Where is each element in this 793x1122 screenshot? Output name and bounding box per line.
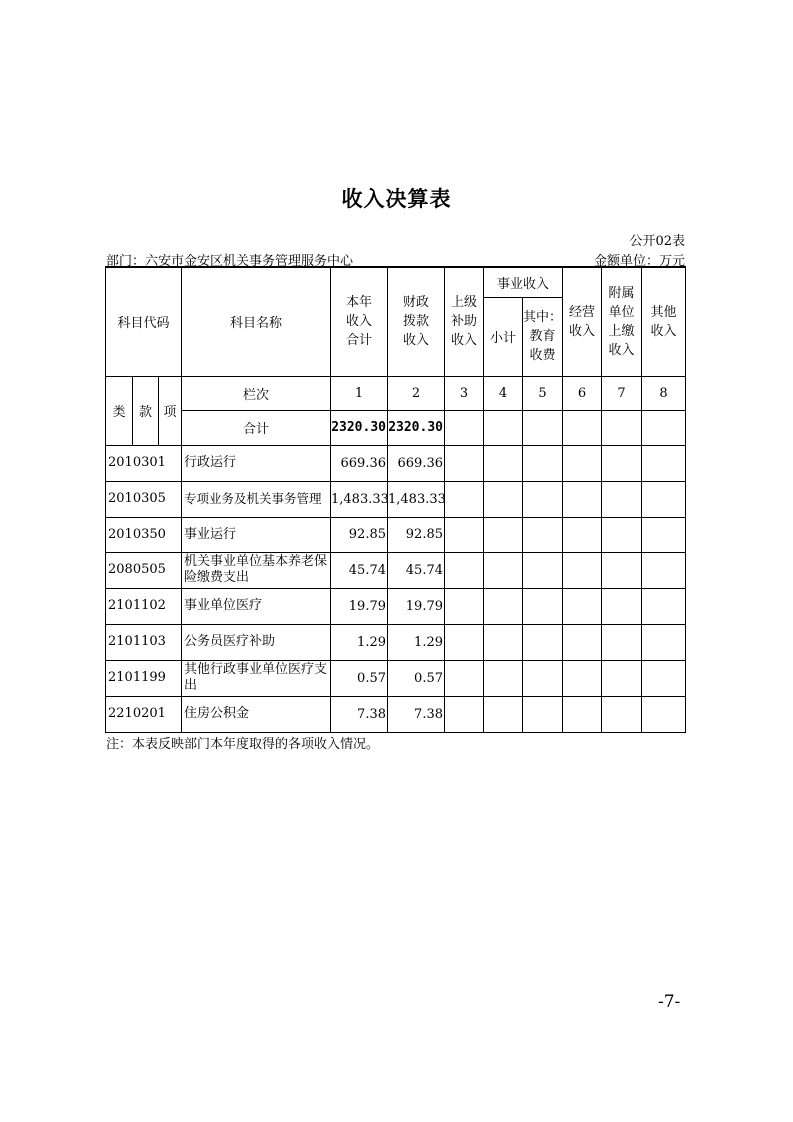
total-fiscal-value: 2320.30 [388,410,445,445]
page-number: -7- [658,992,681,1012]
row-name: 行政运行 [182,445,331,481]
table-row [106,517,686,552]
table-code-label: 公开02表 [629,234,685,249]
table-row [106,624,686,660]
column-index-row [106,376,686,410]
row-name: 机关事业单位基本养老保险缴费支出 [182,552,331,588]
header-subtotal: 小计 [484,297,523,376]
row-code: 2210201 [106,696,182,732]
column-number: 3 [445,376,484,410]
column-number: 8 [642,376,686,410]
row-fiscal: 19.79 [388,588,445,624]
row-name: 事业单位医疗 [182,588,331,624]
row-name: 住房公积金 [182,696,331,732]
row-total: 45.74 [331,552,388,588]
row-total: 1,483.33 [331,481,388,517]
header-lei: 类 [106,376,133,445]
row-code: 2010350 [106,517,182,552]
header-kuan: 款 [133,376,159,445]
header-xiang: 项 [159,376,182,445]
row-fiscal: 7.38 [388,696,445,732]
row-fiscal: 1,483.33 [388,481,445,517]
row-code: 2010305 [106,481,182,517]
total-row [106,410,686,445]
header-operating-income: 经营 收入 [563,267,602,376]
header-education-fee: 其中： 教育 收费 [523,297,563,376]
row-total: 7.38 [331,696,388,732]
page-title: 收入决算表 [341,187,452,211]
row-total: 19.79 [331,588,388,624]
row-name: 事业运行 [182,517,331,552]
row-fiscal: 45.74 [388,552,445,588]
table-row [106,552,686,588]
header-subject-name: 科目名称 [182,267,331,376]
total-label: 合计 [182,410,331,445]
column-number: 7 [602,376,642,410]
table-row [106,588,686,624]
row-name: 其他行政事业单位医疗支出 [182,660,331,696]
row-fiscal: 92.85 [388,517,445,552]
header-subject-code: 科目代码 [106,267,182,376]
table-row [106,481,686,517]
column-number: 4 [484,376,523,410]
table-note: 注：本表反映部门本年度取得的各项收入情况。 [106,737,380,752]
header-row-1 [106,267,686,297]
header-column-index: 栏次 [182,376,331,410]
column-number: 5 [523,376,563,410]
row-total: 669.36 [331,445,388,481]
column-number: 1 [331,376,388,410]
row-code: 2010301 [106,445,182,481]
income-table [105,266,686,733]
header-business-income: 事业收入 [484,267,563,297]
header-other-income: 其他 收入 [642,267,686,376]
row-name: 专项业务及机关事务管理 [182,481,331,517]
row-code: 2080505 [106,552,182,588]
total-income-value: 2320.30 [331,410,388,445]
unit-label: 金额单位：万元 [593,254,685,269]
row-fiscal: 669.36 [388,445,445,481]
department-label: 部门：六安市金安区机关事务管理服务中心 [106,254,354,269]
header-superior-subsidy: 上级 补助 收入 [445,267,484,376]
table-row [106,696,686,732]
row-total: 1.29 [331,624,388,660]
row-name: 公务员医疗补助 [182,624,331,660]
column-number: 6 [563,376,602,410]
header-total-income: 本年 收入 合计 [331,267,388,376]
header-fiscal-income: 财政 拨款 收入 [388,267,445,376]
row-fiscal: 0.57 [388,660,445,696]
row-total: 92.85 [331,517,388,552]
row-code: 2101103 [106,624,182,660]
row-code: 2101102 [106,588,182,624]
row-code: 2101199 [106,660,182,696]
header-affiliated-income: 附属 单位 上缴 收入 [602,267,642,376]
row-fiscal: 1.29 [388,624,445,660]
table-row [106,660,686,696]
column-number: 2 [388,376,445,410]
table-row [106,445,686,481]
row-total: 0.57 [331,660,388,696]
